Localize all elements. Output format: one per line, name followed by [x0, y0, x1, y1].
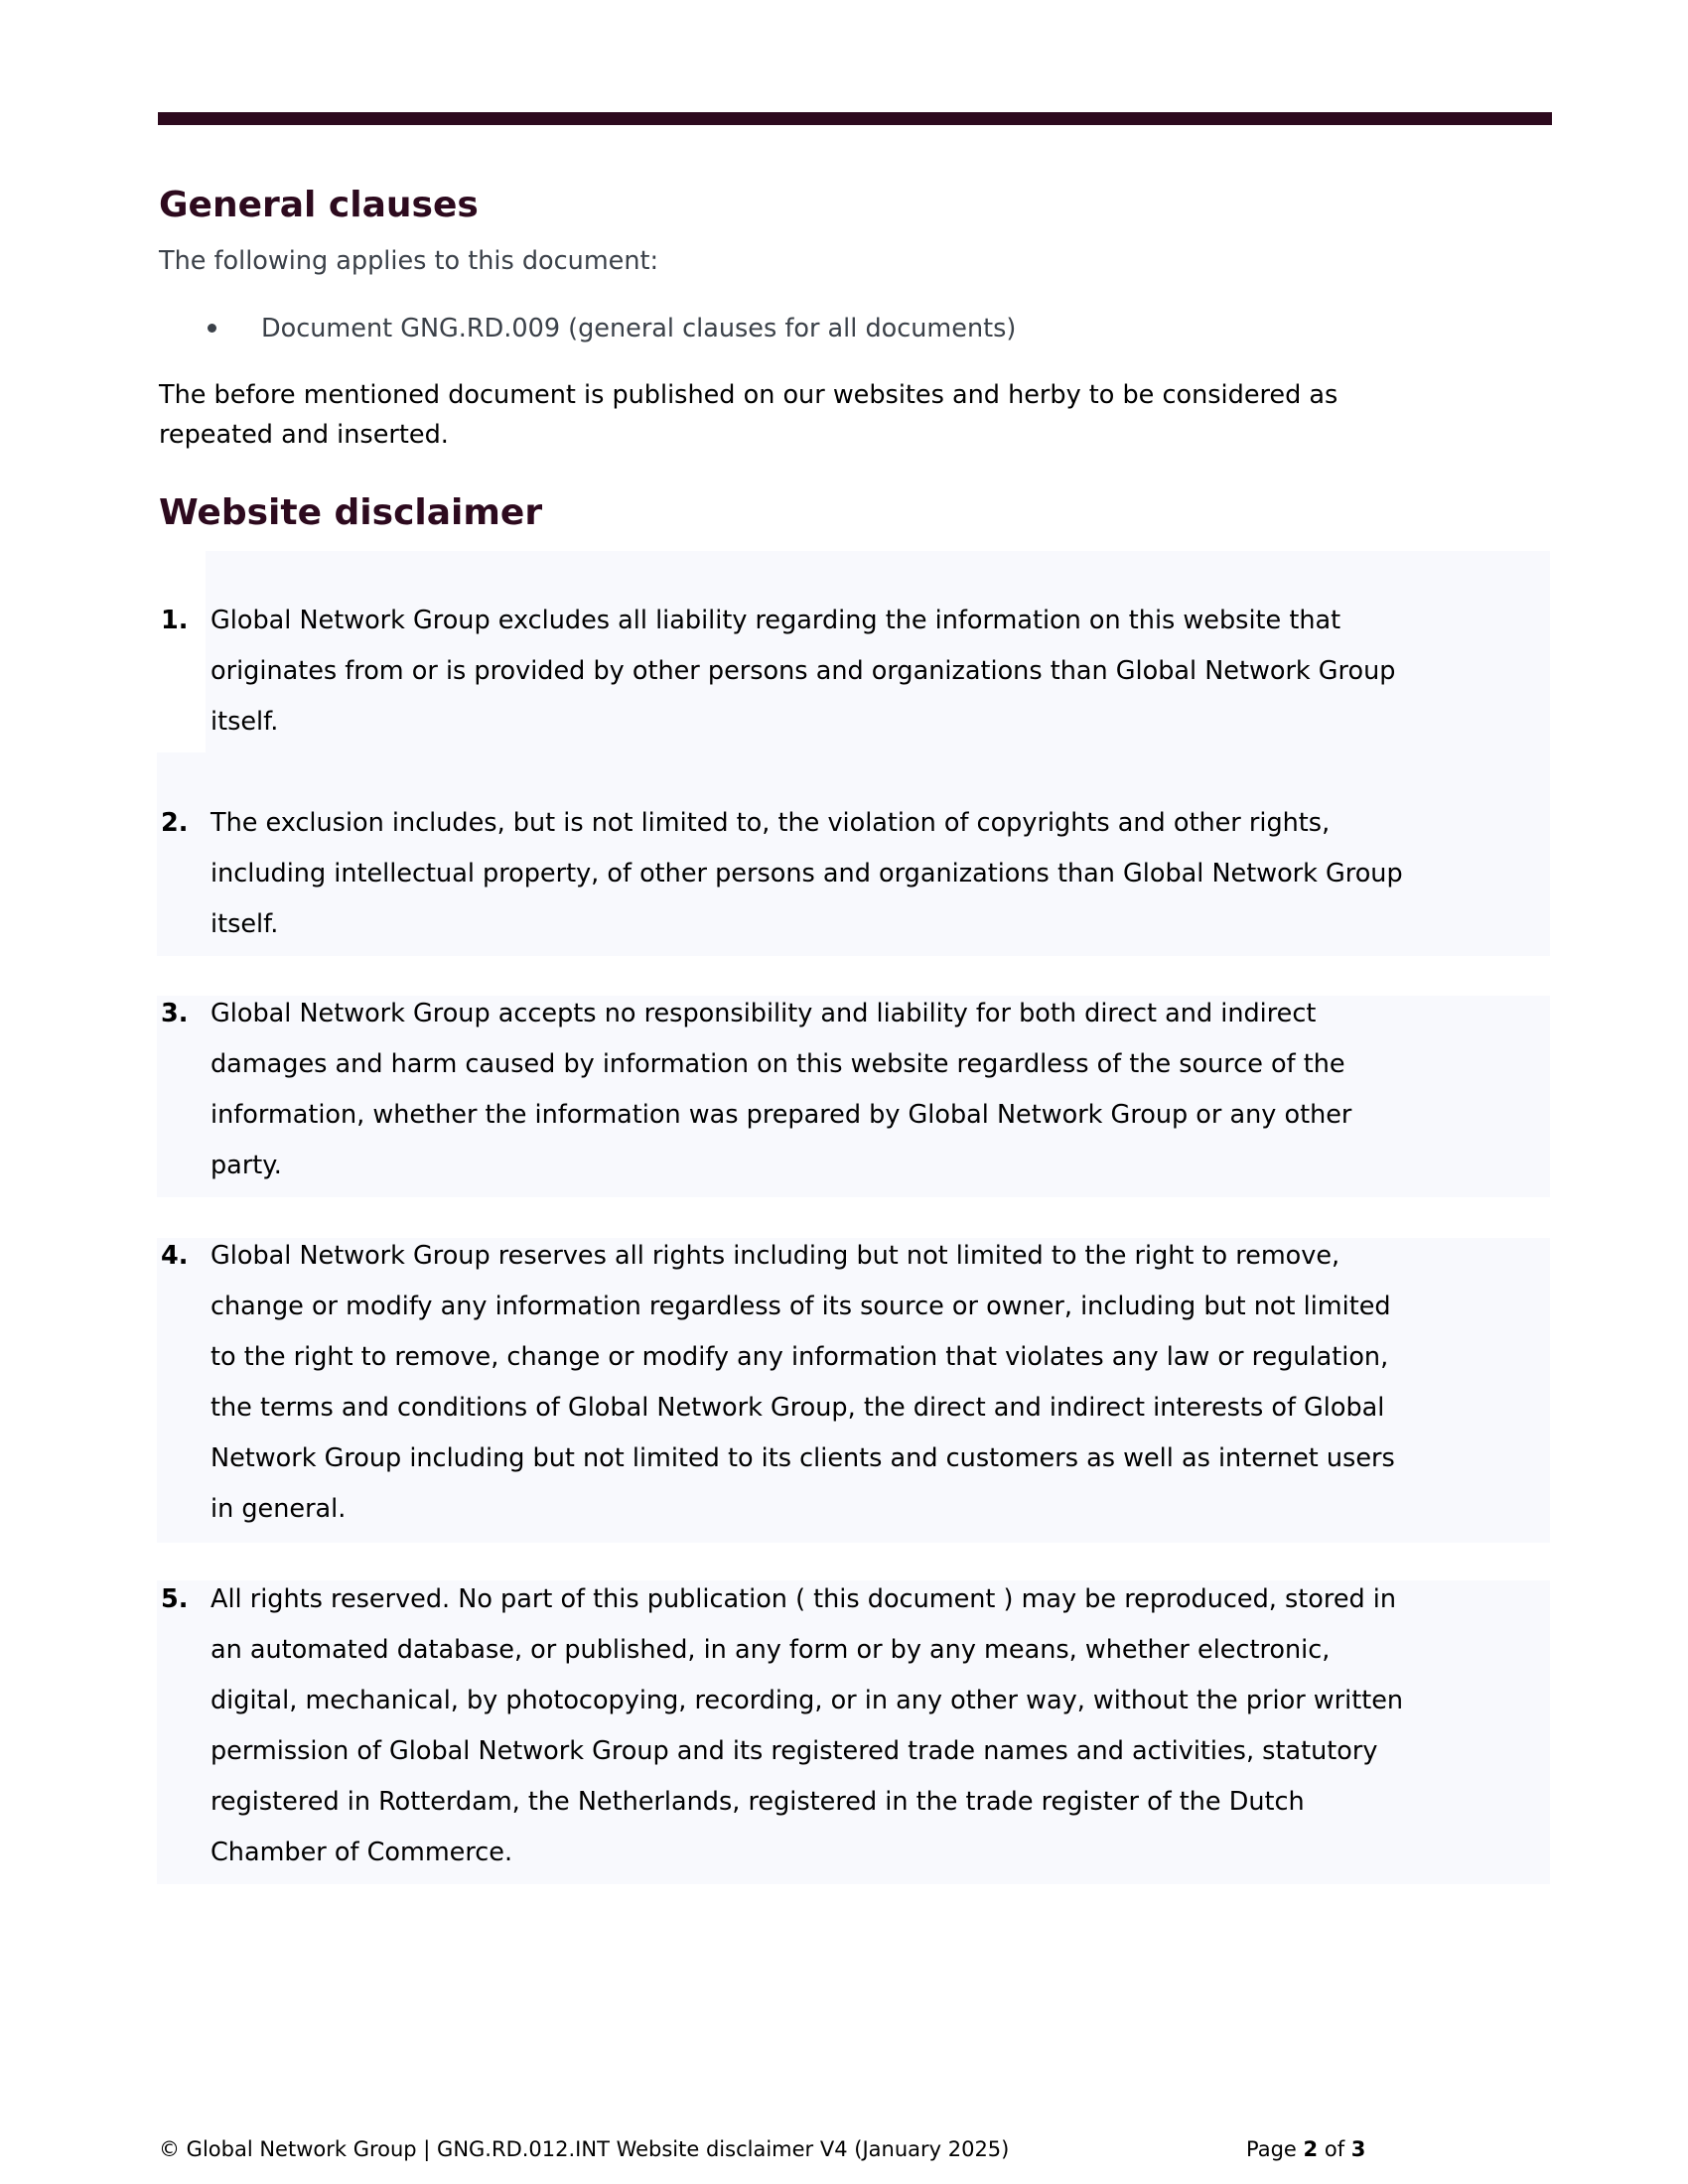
general-paragraph-line: repeated and inserted. — [159, 420, 449, 450]
item-text-line: an automated database, or published, in any form or by any means, whether electronic, — [211, 1635, 1331, 1665]
item-number: 1. — [161, 606, 189, 635]
item-text-line: Network Group including but not limited to its clients and customers as well as internet users — [211, 1443, 1395, 1473]
bullet-icon — [208, 324, 216, 333]
page-current: 2 — [1303, 2137, 1319, 2161]
item-text-line: party. — [211, 1151, 282, 1180]
item-text-line: to the right to remove, change or modify any information that violates any law or regulation, — [211, 1342, 1389, 1372]
page-label: Page — [1246, 2137, 1297, 2161]
item-text-line: including intellectual property, of other persons and organizations than Global Network Group — [211, 859, 1403, 888]
general-paragraph-line: The before mentioned document is published on our websites and herby to be considered as — [159, 380, 1338, 410]
bullet-item: Document GNG.RD.009 (general clauses for all documents) — [261, 314, 1017, 343]
item-text — [211, 989, 1351, 1191]
item-text — [211, 596, 1395, 748]
footer-text: © Global Network Group | GNG.RD.012.INT Website disclaimer V4 (January 2025) — [159, 2137, 1010, 2161]
item-text-line: Global Network Group accepts no responsibility and liability for both direct and indirect — [211, 999, 1317, 1028]
page-of: of — [1324, 2137, 1345, 2161]
item-text-line: registered in Rotterdam, the Netherlands, registered in the trade register of the Dutch — [211, 1787, 1305, 1817]
header-rule — [158, 112, 1552, 125]
item-text-line: Global Network Group excludes all liability regarding the information on this website that — [211, 606, 1341, 635]
item-number: 5. — [161, 1584, 189, 1614]
general-intro: The following applies to this document: — [159, 246, 659, 276]
item-text — [211, 798, 1403, 950]
item-text — [211, 1574, 1403, 1878]
item-text-line: in general. — [211, 1494, 347, 1524]
item-text-line: originates from or is provided by other persons and organizations than Global Network Group — [211, 656, 1396, 686]
item-text-line: digital, mechanical, by photocopying, recording, or in any other way, without the prior written — [211, 1686, 1404, 1715]
website-disclaimer-heading: Website disclaimer — [159, 492, 543, 533]
item-number: 4. — [161, 1241, 189, 1271]
item-text-line: Chamber of Commerce. — [211, 1838, 513, 1867]
item-text-line: the terms and conditions of Global Network Group, the direct and indirect interests of Global — [211, 1393, 1385, 1423]
item-text-line: The exclusion includes, but is not limited to, the violation of copyrights and other rights, — [211, 808, 1331, 838]
item-number: 2. — [161, 808, 189, 838]
item-text-line: Global Network Group reserves all rights including but not limited to the right to remove, — [211, 1241, 1340, 1271]
general-clauses-heading: General clauses — [159, 185, 479, 225]
item-text-line: damages and harm caused by information on this website regardless of the source of the — [211, 1049, 1345, 1079]
item-text-line: itself. — [211, 707, 279, 737]
item-text-line: itself. — [211, 909, 279, 939]
item-text — [211, 1231, 1395, 1535]
item-number: 3. — [161, 999, 189, 1028]
page-indicator — [1246, 2134, 1365, 2164]
page-total: 3 — [1350, 2137, 1366, 2161]
item-text-line: permission of Global Network Group and its registered trade names and activities, statutory — [211, 1736, 1378, 1766]
item-text-line: All rights reserved. No part of this publication ( this document ) may be reproduced, stored in — [211, 1584, 1397, 1614]
item-text-line: information, whether the information was prepared by Global Network Group or any other — [211, 1100, 1352, 1130]
item-text-line: change or modify any information regardless of its source or owner, including but not limited — [211, 1292, 1391, 1321]
